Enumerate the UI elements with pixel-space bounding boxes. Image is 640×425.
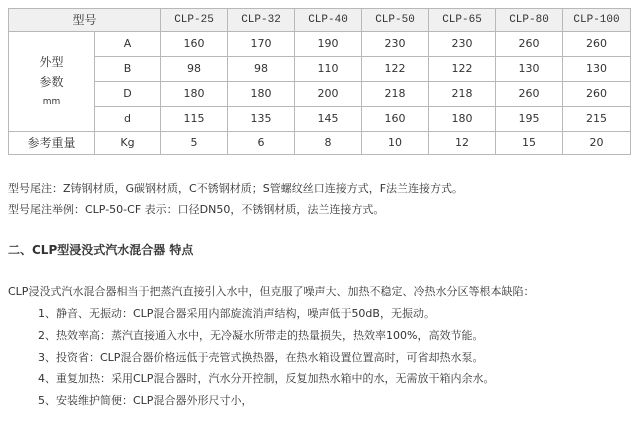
table-cell: 110 [295,57,362,82]
table-row [9,32,631,57]
table-cell: 170 [228,32,295,57]
table-cell: 135 [228,107,295,132]
table-cell: 115 [161,107,228,132]
table-cell: 15 [496,132,563,155]
table-cell: 260 [563,32,631,57]
dims-label-line: 外型 [39,54,64,69]
table-cell: 98 [161,57,228,82]
model-header: CLP-50 [362,9,429,32]
feature-item: 5、安装维护简便：CLP混合器外形尺寸小， [38,394,253,407]
dims-unit-label: mm [42,96,61,107]
table-cell: 190 [295,32,362,57]
table-cell: 160 [161,32,228,57]
table-header-row [9,9,631,32]
table-cell: 12 [429,132,496,155]
table-cell: 200 [295,82,362,107]
table-cell: 180 [161,82,228,107]
table-cell: 160 [362,107,429,132]
table-cell: 218 [429,82,496,107]
model-header: CLP-100 [563,9,631,32]
table-cell: 130 [563,57,631,82]
table-cell: 230 [362,32,429,57]
intro-paragraph: CLP浸没式汽水混合器相当于把蒸汽直接引入水中，但克服了噪声大、加热不稳定、冷热水分区等根本缺陷： [8,285,535,298]
model-header: CLP-65 [429,9,496,32]
model-header: CLP-25 [161,9,228,32]
feature-item: 3、投资省：CLP混合器价格远低于壳管式换热器，在热水箱设置位置高时，可省却热水泵。 [38,351,484,364]
table-cell: 122 [429,57,496,82]
model-example-note: 型号尾注举例：CLP-50-CF 表示：口径DN50，不锈钢材质，法兰连接方式。 [8,203,385,216]
row-key: d [95,107,161,132]
table-cell: 195 [496,107,563,132]
table-cell: 218 [362,82,429,107]
weight-label-cell: 参考重量 [9,132,95,155]
row-key: B [95,57,161,82]
model-suffix-note: 型号尾注：Z铸钢材质，G碳钢材质，C不锈钢材质；S管螺纹丝口连接方式，F法兰连接方式。 [8,182,464,195]
table-row [9,82,631,107]
table-cell: 122 [362,57,429,82]
table-cell: 180 [228,82,295,107]
table-cell: 180 [429,107,496,132]
table-cell: 5 [161,132,228,155]
model-header: CLP-80 [496,9,563,32]
dims-label-cell [9,32,95,132]
table-cell: 230 [429,32,496,57]
row-key: A [95,32,161,57]
feature-item: 2、热效率高：蒸汽直接通入水中，无冷凝水所带走的热量损失，热效率100%，高效节能。 [38,329,484,342]
table-cell: 215 [563,107,631,132]
model-header: CLP-40 [295,9,362,32]
dims-label-line: 参数 [39,74,64,89]
model-label-cell: 型号 [9,9,161,32]
table-cell: 260 [563,82,631,107]
table-cell: 6 [228,132,295,155]
table-cell: 8 [295,132,362,155]
table-row [9,57,631,82]
weight-row [9,132,631,155]
row-key: Kg [95,132,161,155]
table-cell: 20 [563,132,631,155]
table-cell: 98 [228,57,295,82]
section-title: 二、CLP型浸没式汽水混合器 特点 [8,243,194,257]
table-cell: 130 [496,57,563,82]
table-cell: 260 [496,82,563,107]
table-row [9,107,631,132]
row-key: D [95,82,161,107]
model-header: CLP-32 [228,9,295,32]
spec-table [8,8,631,155]
table-cell: 260 [496,32,563,57]
feature-item: 1、静音、无振动：CLP混合器采用内部旋流消声结构，噪声低于50dB，无振动。 [38,307,435,320]
table-cell: 145 [295,107,362,132]
table-cell: 10 [362,132,429,155]
feature-item: 4、重复加热：采用CLP混合器时，汽水分开控制，反复加热水箱中的水，无需放干箱内余水。 [38,372,495,385]
